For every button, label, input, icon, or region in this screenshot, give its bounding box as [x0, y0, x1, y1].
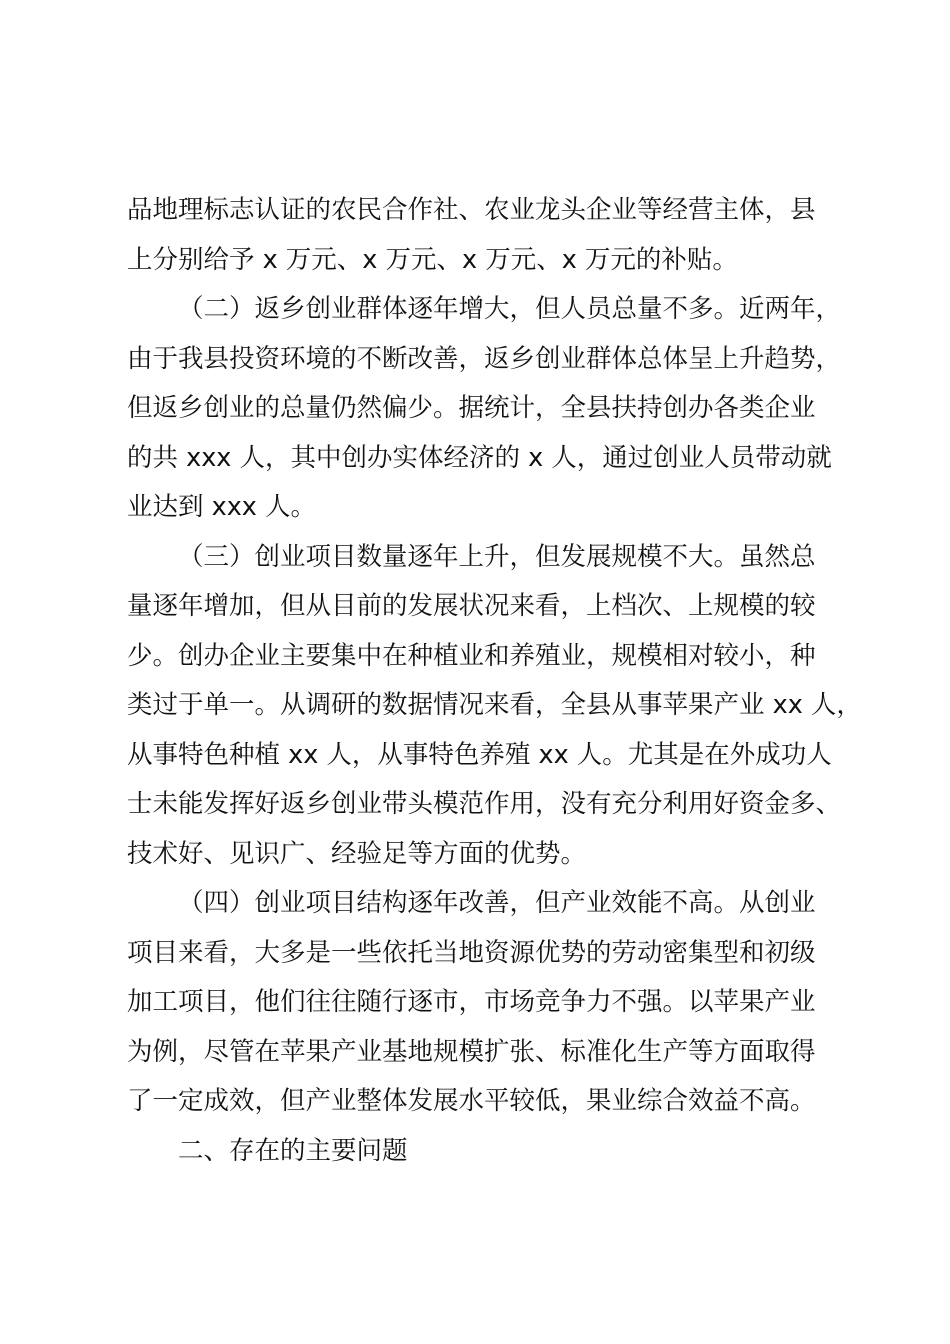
- text-line: 项目来看，大多是一些依托当地资源优势的劳动密集型和初级: [127, 937, 816, 968]
- text-line: 类过于单一。从调研的数据情况来看，全县从事苹果产业 xx 人，: [127, 690, 862, 720]
- text-line: 的共 xxx 人，其中创办实体经济的 x 人，通过创业人员带动就: [127, 442, 832, 473]
- text-line: 但返乡创业的总量仍然偏少。据统计，全县扶持创办各类企业: [127, 393, 816, 423]
- text-line: 从事特色种植 xx 人，从事特色养殖 xx 人。尤其是在外成功人: [127, 739, 832, 770]
- text-line: 少。创办企业主要集中在种植业和养殖业，规模相对较小，种: [127, 640, 816, 671]
- section-heading-3: （三）创业项目数量逐年上升，但发展规模不大。虽然总: [178, 541, 816, 572]
- text-line: 士未能发挥好返乡创业带头模范作用，没有充分利用好资金多、: [127, 789, 842, 819]
- text-line: 加工项目，他们往往随行逐市，市场竞争力不强。以苹果产业: [127, 987, 816, 1017]
- text-line: 了一定成效，但产业整体发展水平较低，果业综合效益不高。: [127, 1086, 816, 1116]
- text-line: 上分别给予 x 万元、x 万元、x 万元、x 万元的补贴。: [127, 244, 738, 275]
- section-heading-4: （四）创业项目结构逐年改善，但产业效能不高。从创业: [178, 888, 816, 918]
- text-line: 技术好、见识广、经验足等方面的优势。: [127, 838, 587, 869]
- text-line: 业达到 xxx 人。: [127, 492, 316, 522]
- text-line: 由于我县投资环境的不断改善，返乡创业群体总体呈上升趋势，: [127, 343, 842, 374]
- text-line: 为例，尽管在苹果产业基地规模扩张、标准化生产等方面取得: [127, 1036, 816, 1067]
- text-line: 品地理标志认证的农民合作社、农业龙头企业等经营主体，县: [127, 195, 816, 225]
- section-heading-2: （二）返乡创业群体逐年增大，但人员总量不多。近两年，: [178, 294, 842, 324]
- text-line: 量逐年增加，但从目前的发展状况来看，上档次、上规模的较: [127, 591, 816, 621]
- chapter-heading: 二、存在的主要问题: [178, 1135, 408, 1166]
- document-body: [127, 186, 862, 1176]
